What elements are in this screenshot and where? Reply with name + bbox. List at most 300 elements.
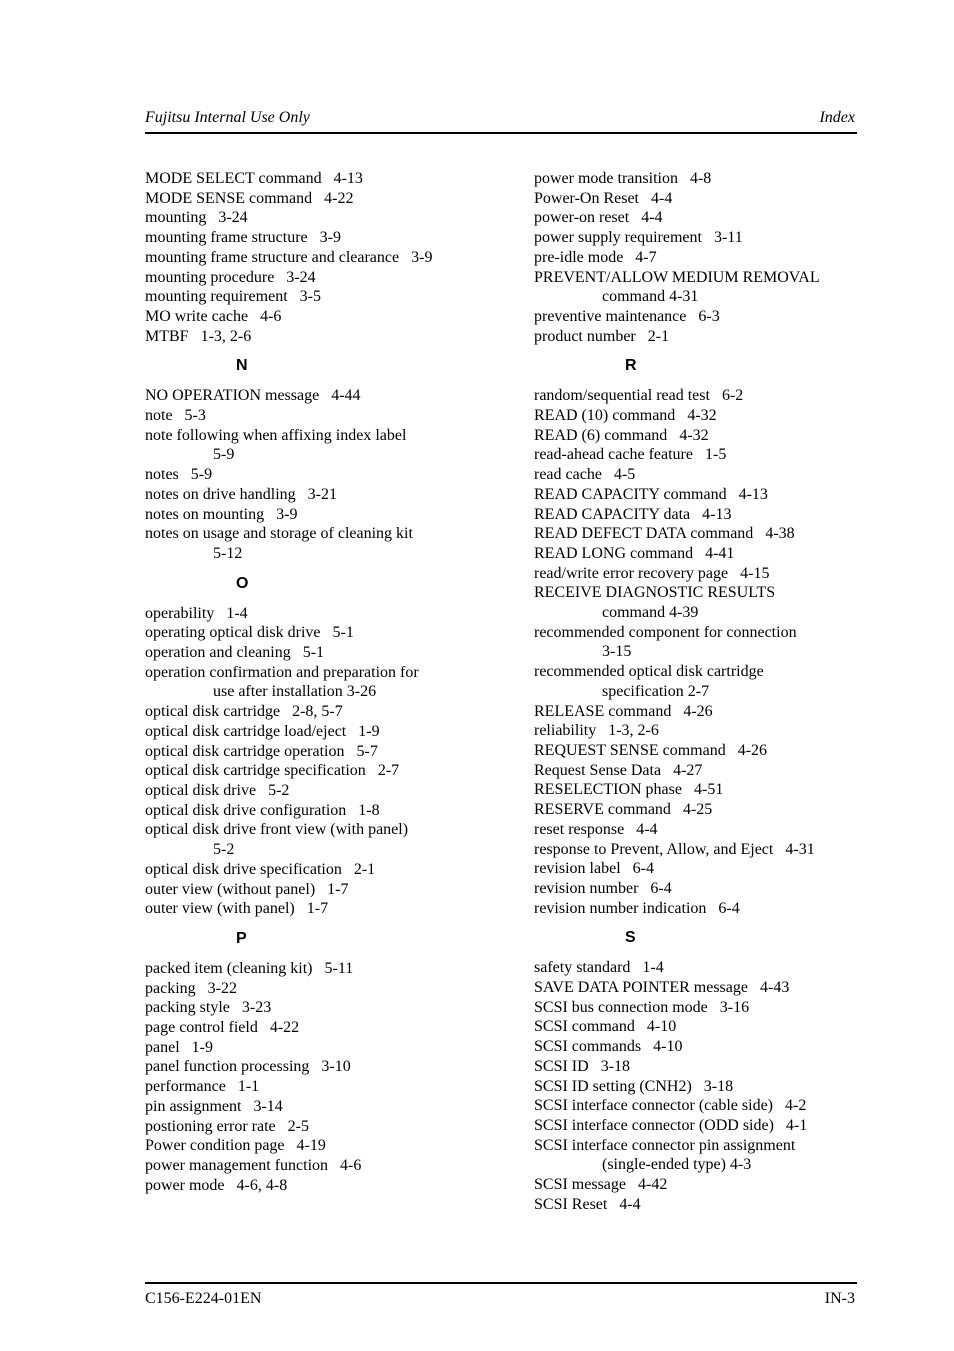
index-term: SCSI interface connector (ODD side): [534, 1116, 774, 1134]
index-gap: [629, 209, 641, 226]
index-page-ref: 4-27: [673, 761, 703, 779]
index-gap: [671, 703, 683, 720]
index-entry: [145, 761, 475, 781]
index-entry: [145, 1136, 475, 1156]
index-gap: [667, 427, 679, 444]
page-number: IN-3: [824, 1290, 855, 1307]
index-entry: [534, 1175, 856, 1195]
index-term: reset response: [534, 820, 625, 838]
index-page-ref: 3-21: [307, 485, 337, 503]
index-page-ref: 3-22: [207, 979, 237, 997]
index-page-ref: 3-24: [286, 268, 316, 286]
index-page-ref: 5-3: [184, 407, 206, 425]
index-term: operability: [145, 604, 215, 622]
index-page-ref: 4-4: [636, 820, 658, 838]
index-gap: [315, 881, 327, 898]
running-header-right: Index: [819, 109, 855, 126]
index-page-ref: 2-1: [647, 327, 670, 345]
index-entry: [145, 287, 475, 307]
index-gap: [295, 900, 307, 917]
index-gap: [308, 229, 320, 246]
index-entry: [145, 228, 475, 248]
index-gap: [230, 999, 242, 1016]
index-gap: [173, 407, 185, 424]
index-gap: [726, 742, 738, 759]
index-term: optical disk cartridge: [145, 703, 281, 721]
index-term: operation and cleaning: [145, 644, 291, 662]
index-entry: [145, 820, 475, 859]
index-page-ref: 4-25: [682, 801, 713, 819]
index-entry: [145, 1057, 475, 1077]
index-page-ref: 4-32: [679, 426, 709, 444]
index-term: recommended component for connection: [534, 623, 797, 641]
index-term: page control field: [145, 1019, 258, 1037]
index-gap: [773, 841, 785, 858]
index-entry: [145, 860, 475, 880]
index-page-ref: 2-5: [287, 1117, 309, 1135]
index-letter-heading: R: [625, 357, 637, 375]
index-gap: [638, 880, 650, 897]
index-term: pin assignment: [145, 1097, 242, 1115]
index-page-ref: 1-4: [226, 604, 248, 622]
index-term: outer view (without panel): [145, 880, 316, 898]
index-gap: [291, 644, 303, 661]
index-page-ref: 4-2: [785, 1097, 807, 1115]
index-page-ref: 4-1: [785, 1116, 808, 1134]
index-entry: [534, 505, 856, 525]
index-term: mounting frame structure and clearance: [145, 248, 400, 266]
index-gap: [753, 525, 765, 542]
index-term: power mode transition: [534, 170, 678, 187]
index-gap: [626, 1176, 638, 1193]
index-gap: [256, 782, 268, 799]
index-entry: [534, 228, 856, 248]
index-gap: [641, 1038, 653, 1055]
index-gap: [635, 1018, 647, 1035]
index-term: preventive maintenance: [534, 307, 687, 325]
index-page-ref: 4-41: [705, 544, 735, 562]
index-term: panel: [145, 1038, 180, 1056]
index-letter-heading: P: [236, 929, 247, 947]
index-entry: [145, 505, 475, 525]
index-entry-continuation: 3-15: [602, 643, 632, 661]
index-page-ref: 3-16: [719, 998, 750, 1016]
index-page-ref: 4-13: [702, 505, 732, 523]
index-entry: [534, 583, 856, 622]
index-entry: [145, 189, 475, 209]
index-gap: [682, 781, 694, 798]
header-rule: [145, 132, 857, 134]
index-page-ref: 6-3: [698, 307, 720, 325]
index-page-ref: 4-51: [693, 781, 724, 799]
index-gap: [727, 486, 739, 503]
index-gap: [241, 1098, 253, 1115]
index-term: revision number indication: [534, 899, 707, 917]
index-page-ref: 1-9: [191, 1038, 213, 1056]
index-gap: [710, 387, 722, 404]
index-term: SCSI ID setting (CNH2): [534, 1077, 692, 1095]
index-entry: [534, 189, 856, 209]
index-entry: [534, 1077, 856, 1097]
index-term: REQUEST SENSE command: [534, 741, 726, 759]
index-entry: [145, 604, 475, 624]
index-term: packing style: [145, 999, 230, 1017]
index-entry: [145, 485, 475, 505]
index-entry: [534, 1037, 856, 1057]
index-term: SCSI interface connector (cable side): [534, 1097, 774, 1115]
index-entry: [534, 958, 856, 978]
index-entry: [145, 899, 475, 919]
index-gap: [693, 446, 705, 463]
index-page-ref: 4-26: [683, 702, 713, 720]
index-term: READ (6) command: [534, 426, 668, 444]
index-gap: [312, 190, 324, 207]
index-entry: [534, 623, 856, 662]
index-term: random/sequential read test: [534, 387, 710, 405]
index-term: recommended optical disk cartridge: [534, 663, 764, 681]
index-gap: [624, 821, 636, 838]
index-page-ref: 4-43: [759, 979, 790, 997]
index-entry: [145, 663, 475, 702]
index-gap: [399, 249, 411, 266]
index-page-ref: 6-4: [718, 899, 740, 917]
index-entry: [534, 879, 856, 899]
index-term: MO write cache: [145, 307, 249, 325]
index-page-ref: 1-5: [704, 446, 727, 464]
index-term: optical disk cartridge operation: [145, 742, 345, 760]
index-entry: [534, 780, 856, 800]
index-page-ref: 1-4: [642, 959, 664, 977]
index-page-ref: 2-7: [377, 762, 400, 780]
index-page-ref: 4-19: [296, 1137, 326, 1155]
index-gap: [589, 1058, 601, 1075]
index-gap: [196, 980, 208, 997]
index-term: optical disk drive: [145, 781, 257, 799]
running-header-left: Fujitsu Internal Use Only: [145, 109, 310, 126]
index-entry: [145, 268, 475, 288]
index-term: NO OPERATION message: [145, 387, 320, 405]
index-entry: [534, 465, 856, 485]
index-gap: [226, 1078, 238, 1095]
index-gap: [342, 861, 354, 878]
document-number: C156-E224-01EN: [145, 1290, 262, 1307]
index-page-ref: 4-32: [687, 407, 717, 425]
index-page-ref: 3-24: [218, 209, 248, 227]
index-page-ref: 4-5: [613, 466, 636, 484]
index-term: outer view (with panel): [145, 900, 295, 918]
index-entry-continuation: 5-2: [213, 841, 235, 859]
footer-rule: [145, 1282, 857, 1284]
index-term: SCSI bus connection mode: [534, 998, 708, 1016]
index-gap: [686, 308, 698, 325]
index-entry: [145, 643, 475, 663]
index-term: note following when affixing index label: [145, 426, 407, 444]
index-gap: [258, 1019, 270, 1036]
index-term: postioning error rate: [145, 1117, 276, 1135]
index-entry: [534, 978, 856, 998]
index-entry: [534, 859, 856, 879]
index-entry: [534, 406, 856, 426]
index-term: panel function processing: [145, 1058, 310, 1076]
index-entry: [534, 1096, 856, 1116]
index-gap: [621, 860, 633, 877]
index-entry-continuation: specification 2-7: [602, 682, 710, 700]
index-letter-heading: O: [236, 574, 249, 592]
index-page-ref: 5-1: [302, 644, 325, 662]
index-gap: [692, 1078, 704, 1095]
index-page-ref: 4-22: [269, 1019, 300, 1037]
index-entry: [534, 840, 856, 860]
index-gap: [678, 170, 690, 187]
index-page-ref: 4-44: [331, 387, 361, 405]
index-term: notes on usage and storage of cleaning kit: [145, 525, 413, 543]
index-entry-continuation: use after installation 3-26: [213, 683, 377, 701]
index-gap: [693, 545, 705, 562]
index-entry: [534, 544, 856, 564]
index-page-ref: 6-4: [632, 860, 654, 878]
index-page-ref: 6-4: [650, 879, 672, 897]
index-page-ref: 5-2: [268, 781, 290, 799]
index-entry: [145, 1117, 475, 1137]
index-term: SCSI message: [534, 1176, 626, 1194]
index-gap: [180, 1039, 192, 1056]
index-page-ref: 5-1: [332, 624, 354, 642]
index-page-ref: 1-9: [358, 722, 380, 740]
index-page-ref: 5-9: [190, 466, 213, 484]
index-term: RECEIVE DIAGNOSTIC RESULTS: [534, 584, 776, 602]
index-entry: [534, 426, 856, 446]
index-gap: [774, 1117, 786, 1134]
index-term: read cache: [534, 466, 602, 484]
index-term: note: [145, 407, 173, 425]
index-term: mounting requirement: [145, 288, 288, 306]
index-term: Power condition page: [145, 1137, 285, 1155]
index-page-ref: 5-11: [324, 959, 354, 977]
index-entry: [145, 880, 475, 900]
index-entry: [534, 899, 856, 919]
index-term: read-ahead cache feature: [534, 446, 693, 464]
index-page-ref: 2-1: [353, 860, 376, 878]
index-entry-continuation: command 4-39: [602, 604, 699, 622]
index-gap: [179, 466, 191, 483]
index-term: READ (10) command: [534, 407, 676, 425]
index-gap: [322, 170, 334, 187]
index-page-ref: 4-4: [619, 1195, 641, 1213]
index-entry: [534, 741, 856, 761]
index-term: response to Prevent, Allow, and Eject: [534, 840, 774, 858]
index-term: operation confirmation and preparation for: [145, 663, 419, 681]
index-gap: [366, 762, 378, 779]
index-gap: [607, 1196, 619, 1213]
index-page-ref: 4-8: [689, 170, 712, 187]
index-gap: [346, 723, 358, 740]
index-term: packed item (cleaning kit): [145, 959, 313, 977]
index-entry-continuation: 5-9: [213, 446, 235, 464]
index-term: READ CAPACITY command: [534, 485, 727, 503]
index-term: product number: [534, 327, 636, 345]
index-column-right: [534, 169, 856, 1214]
index-term: packing: [145, 979, 196, 997]
index-entry-continuation: (single-ended type) 4-3: [602, 1156, 752, 1174]
index-term: pre-idle mode: [534, 248, 624, 266]
index-gap: [344, 743, 356, 760]
index-entry: [534, 721, 856, 741]
index-entry: [534, 998, 856, 1018]
index-entry: [534, 386, 856, 406]
index-entry: [145, 406, 475, 426]
index-entry: [534, 820, 856, 840]
index-page-ref: 1-7: [327, 880, 349, 898]
index-page-ref: 3-11: [713, 229, 743, 247]
index-term: SCSI interface connector pin assignment: [534, 1136, 796, 1154]
index-entry: [534, 169, 856, 189]
index-term: safety standard: [534, 959, 631, 977]
index-entry-continuation: command 4-31: [602, 288, 699, 306]
index-entry: [145, 998, 475, 1018]
index-term: MTBF: [145, 327, 189, 345]
index-page-ref: 4-4: [641, 209, 663, 227]
index-term: SCSI Reset: [534, 1195, 608, 1213]
index-entry: [145, 524, 475, 563]
index-term: reliability: [534, 722, 597, 740]
index-page-ref: 3-23: [241, 999, 272, 1017]
index-term: MODE SELECT command: [145, 170, 322, 187]
index-page-ref: 1-7: [306, 900, 329, 918]
index-term: RESERVE command: [534, 801, 671, 819]
index-letter-heading: N: [236, 357, 248, 375]
index-entry: [145, 801, 475, 821]
index-gap: [596, 722, 608, 739]
index-term: optical disk drive specification: [145, 860, 342, 878]
index-term: READ LONG command: [534, 544, 694, 562]
index-gap: [296, 486, 308, 503]
index-gap: [639, 190, 651, 207]
index-term: revision number: [534, 879, 639, 897]
index-term: optical disk drive configuration: [145, 801, 347, 819]
index-page-ref: 4-13: [738, 485, 768, 503]
index-term: PREVENT/ALLOW MEDIUM REMOVAL: [534, 268, 820, 286]
index-gap: [636, 328, 648, 345]
index-gap: [706, 900, 718, 917]
index-gap: [280, 703, 292, 720]
index-term: mounting frame structure: [145, 229, 308, 247]
index-entry: [534, 485, 856, 505]
index-entry: [145, 979, 475, 999]
index-page-ref: 4-26: [737, 741, 768, 759]
index-entry: [534, 1195, 856, 1215]
index-gap: [708, 999, 720, 1016]
index-page-ref: 4-4: [651, 189, 673, 207]
index-term: optical disk drive front view (with panel): [145, 821, 409, 839]
index-gap: [206, 209, 218, 226]
index-term: mounting procedure: [145, 268, 275, 286]
index-gap: [728, 565, 740, 582]
index-page-ref: 2-8, 5-7: [292, 703, 343, 721]
index-gap: [623, 249, 635, 266]
index-gap: [661, 762, 673, 779]
index-page-ref: 3-9: [411, 248, 433, 266]
index-page-ref: 4-10: [646, 1018, 677, 1036]
index-gap: [189, 328, 201, 345]
index-gap: [748, 979, 760, 996]
index-gap: [602, 466, 614, 483]
index-gap: [312, 960, 324, 977]
index-entry: [534, 1116, 856, 1136]
index-page-ref: 4-6: [340, 1156, 362, 1174]
index-gap: [309, 1058, 321, 1075]
index-term: power management function: [145, 1156, 329, 1174]
index-term: notes: [145, 466, 179, 484]
index-column-left: [145, 169, 475, 1195]
index-entry: [145, 307, 475, 327]
index-entry-continuation: 5-12: [213, 544, 243, 562]
index-entry: [534, 248, 856, 268]
index-page-ref: 4-6: [260, 307, 282, 325]
index-term: optical disk cartridge load/eject: [145, 722, 347, 740]
index-entry: [534, 702, 856, 722]
index-gap: [274, 269, 286, 286]
index-entry: [145, 426, 475, 465]
index-page-ref: 3-9: [276, 505, 298, 523]
index-term: SCSI commands: [534, 1038, 642, 1056]
index-entry: [145, 781, 475, 801]
index-gap: [276, 1118, 288, 1135]
index-entry: [145, 722, 475, 742]
index-page-ref: 4-6, 4-8: [236, 1176, 288, 1194]
index-entry: [145, 1097, 475, 1117]
index-entry: [145, 386, 475, 406]
index-gap: [690, 506, 702, 523]
index-gap: [321, 624, 333, 641]
index-term: operating optical disk drive: [145, 624, 321, 642]
index-gap: [630, 959, 642, 976]
index-term: revision label: [534, 860, 621, 878]
index-entry: [534, 761, 856, 781]
index-page-ref: 4-31: [785, 840, 815, 858]
index-entry: [145, 742, 475, 762]
index-page-ref: 4-42: [638, 1176, 668, 1194]
index-letter-heading: S: [625, 929, 636, 947]
index-entry: [534, 662, 856, 701]
index-entry: [145, 1018, 475, 1038]
index-term: Power-On Reset: [534, 189, 639, 207]
index-gap: [285, 1137, 297, 1154]
index-page-ref: 3-18: [703, 1077, 734, 1095]
index-entry: [534, 445, 856, 465]
index-entry: [145, 702, 475, 722]
index-term: MODE SENSE command: [145, 189, 313, 207]
index-gap: [671, 801, 683, 818]
index-page-ref: 3-5: [299, 288, 321, 306]
index-term: SCSI ID: [534, 1057, 589, 1075]
index-entry: [145, 208, 475, 228]
index-page-ref: 1-3, 2-6: [608, 722, 659, 740]
index-gap: [319, 387, 331, 404]
index-entry: [145, 1156, 475, 1176]
index-page-ref: 4-7: [635, 248, 657, 266]
index-gap: [675, 407, 687, 424]
index-gap: [214, 605, 226, 622]
index-entry: [145, 1077, 475, 1097]
index-entry: [145, 959, 475, 979]
index-term: READ CAPACITY data: [534, 505, 691, 523]
index-term: RELEASE command: [534, 702, 672, 720]
index-entry: [145, 169, 475, 189]
index-page-ref: 4-22: [324, 189, 354, 207]
index-term: optical disk cartridge specification: [145, 762, 366, 780]
index-gap: [248, 308, 260, 325]
index-entry: [145, 248, 475, 268]
